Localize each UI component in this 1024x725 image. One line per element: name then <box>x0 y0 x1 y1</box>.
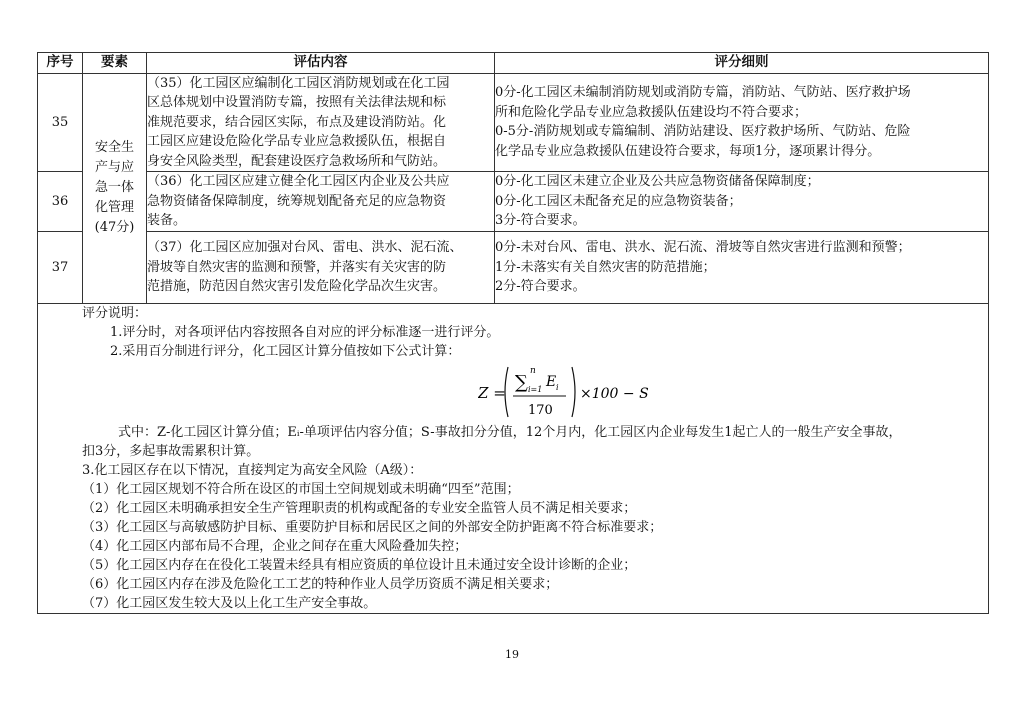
scoring-cell <box>495 172 989 232</box>
header-scoring: 评分细则 <box>495 53 989 74</box>
condition-item: （6）化工园区内存在涉及危险化工工艺的特种作业人员学历资质不满足相关要求； <box>82 577 559 592</box>
scoring-cell <box>495 73 989 172</box>
formula-rhs: ×100 − S <box>580 386 649 402</box>
content-cell <box>147 172 495 232</box>
content-line: 装备。 <box>147 213 187 229</box>
scoring-line: 0分-化工园区未编制消防规划或消防专篇，消防站、气防站、医疗救护场 <box>495 85 911 101</box>
content-line: 范措施，防范因自然灾害引发危险化学品次生灾害。 <box>147 279 447 295</box>
right-paren <box>572 367 575 417</box>
content-line: 工园区应建设危险化学品专业应急救援队伍，根据自 <box>147 134 447 149</box>
header-element: 要素 <box>83 53 147 74</box>
scoring-cell <box>495 232 989 304</box>
element-line: (47分) <box>94 220 135 236</box>
scoring-line: 0分-化工园区未建立企业及公共应急物资储备保障制度； <box>495 174 820 190</box>
content-line: 滑坡等自然灾害的监测和预警，并落实有关灾害的防 <box>147 259 447 275</box>
content-line: 身安全风险类型，配套建设医疗急救场所和气防站。 <box>147 153 447 169</box>
sum-term-subscript: i <box>556 383 559 392</box>
notes-item-3: 3.化工园区存在以下情况，直接判定为高安全风险（A级）： <box>82 463 423 478</box>
scoring-line: 化学品专业应急救援队伍建设符合要求，每项1分，逐项累计得分。 <box>495 143 881 159</box>
page-number: 19 <box>505 648 519 661</box>
scoring-line: 0分-未对台风、雷电、洪水、泥石流、滑坡等自然灾害进行监测和预警； <box>495 240 911 256</box>
notes-row <box>38 304 989 614</box>
header-serial: 序号 <box>38 53 83 74</box>
element-line: 急一体 <box>94 180 134 196</box>
element-line: 化管理 <box>94 200 134 216</box>
scoring-line: 所和危险化学品专业应急救援队伍建设均不符合要求； <box>495 104 808 120</box>
formula-explanation: 式中：Z-化工园区计算分值；Eᵢ-单项评估内容分值；S-事故扣分分值，12个月内，化工园区内企业每发生1起亡人的一般生产安全事故， <box>118 425 902 440</box>
condition-item: （7）化工园区发生较大及以上化工生产安全事故。 <box>82 596 377 611</box>
scoring-notes <box>38 304 989 614</box>
content-line: （36）化工园区应建立健全化工园区内企业及公共应 <box>147 174 450 190</box>
formula-explanation-cont: 扣3分，多起事故需累积计算。 <box>82 444 260 459</box>
evaluation-table <box>37 52 989 614</box>
content-line: 准规范要求，结合园区实际，布点及建设消防站。化 <box>147 114 447 130</box>
left-paren <box>505 367 508 417</box>
denominator: 170 <box>528 403 553 418</box>
condition-item: （5）化工园区内存在在役化工装置未经具有相应资质的单位设计且未通过安全设计诊断的企业； <box>82 558 637 573</box>
content-line: 区总体规划中设置消防专篇，按照有关法律法规和标 <box>147 95 447 110</box>
content-cell <box>147 73 495 172</box>
notes-item-1: 1.评分时，对各项评估内容按照各自对应的评分标准逐一进行评分。 <box>110 325 500 340</box>
formula-graphic <box>478 361 678 423</box>
formula-lhs: Z = <box>478 384 506 402</box>
condition-item: （3）化工园区与高敏感防护目标、重要防护目标和居民区之间的外部安全防护距离不符合标准要求； <box>82 520 663 535</box>
condition-item: （1）化工园区规划不符合所在设区的市国土空间规划或未明确“四至”范围； <box>82 482 520 497</box>
sum-symbol: ∑ <box>515 372 528 393</box>
table-row <box>38 73 989 172</box>
row-number: 37 <box>38 232 83 304</box>
row-number: 36 <box>38 172 83 232</box>
notes-item-2: 2.采用百分制进行评分，化工园区计算分值按如下公式计算： <box>110 344 461 359</box>
element-line: 安全生 <box>94 140 134 156</box>
content-cell <box>147 232 495 304</box>
row-number: 35 <box>38 73 83 172</box>
content-line: （35）化工园区应编制化工园区消防规划或在化工园 <box>147 75 450 91</box>
element-line: 产与应 <box>94 160 134 176</box>
sum-term: E <box>546 374 557 390</box>
scoring-line: 0-5分-消防规划或专篇编制、消防站建设、医疗救护场所、气防站、危险 <box>495 124 911 140</box>
score-formula <box>38 361 988 423</box>
table-row <box>38 172 989 232</box>
sum-lower-limit: i=1 <box>528 385 543 394</box>
condition-item: （2）化工园区未明确承担安全生产管理职责的机构或配备的专业安全监管人员不满足相关要求； <box>82 501 637 516</box>
content-line: （37）化工园区应加强对台风、雷电、洪水、泥石流、 <box>147 240 463 256</box>
scoring-line: 3分-符合要求。 <box>495 213 586 229</box>
scoring-line: 0分-化工园区未配备充足的应急物资装备； <box>495 193 742 209</box>
table-row <box>38 232 989 304</box>
element-cell <box>83 73 147 304</box>
scoring-line: 2分-符合要求。 <box>495 279 586 295</box>
condition-item: （4）化工园区内部布局不合理，企业之间存在重大风险叠加失控； <box>82 539 468 554</box>
sum-upper-limit: n <box>530 366 536 376</box>
table-header-row <box>38 53 989 74</box>
notes-title: 评分说明： <box>82 306 148 321</box>
scoring-line: 1分-未落实有关自然灾害的防范措施； <box>495 259 716 275</box>
content-line: 急物资储备保障制度，统筹规划配备充足的应急物资 <box>147 193 447 209</box>
header-content: 评估内容 <box>147 53 495 74</box>
